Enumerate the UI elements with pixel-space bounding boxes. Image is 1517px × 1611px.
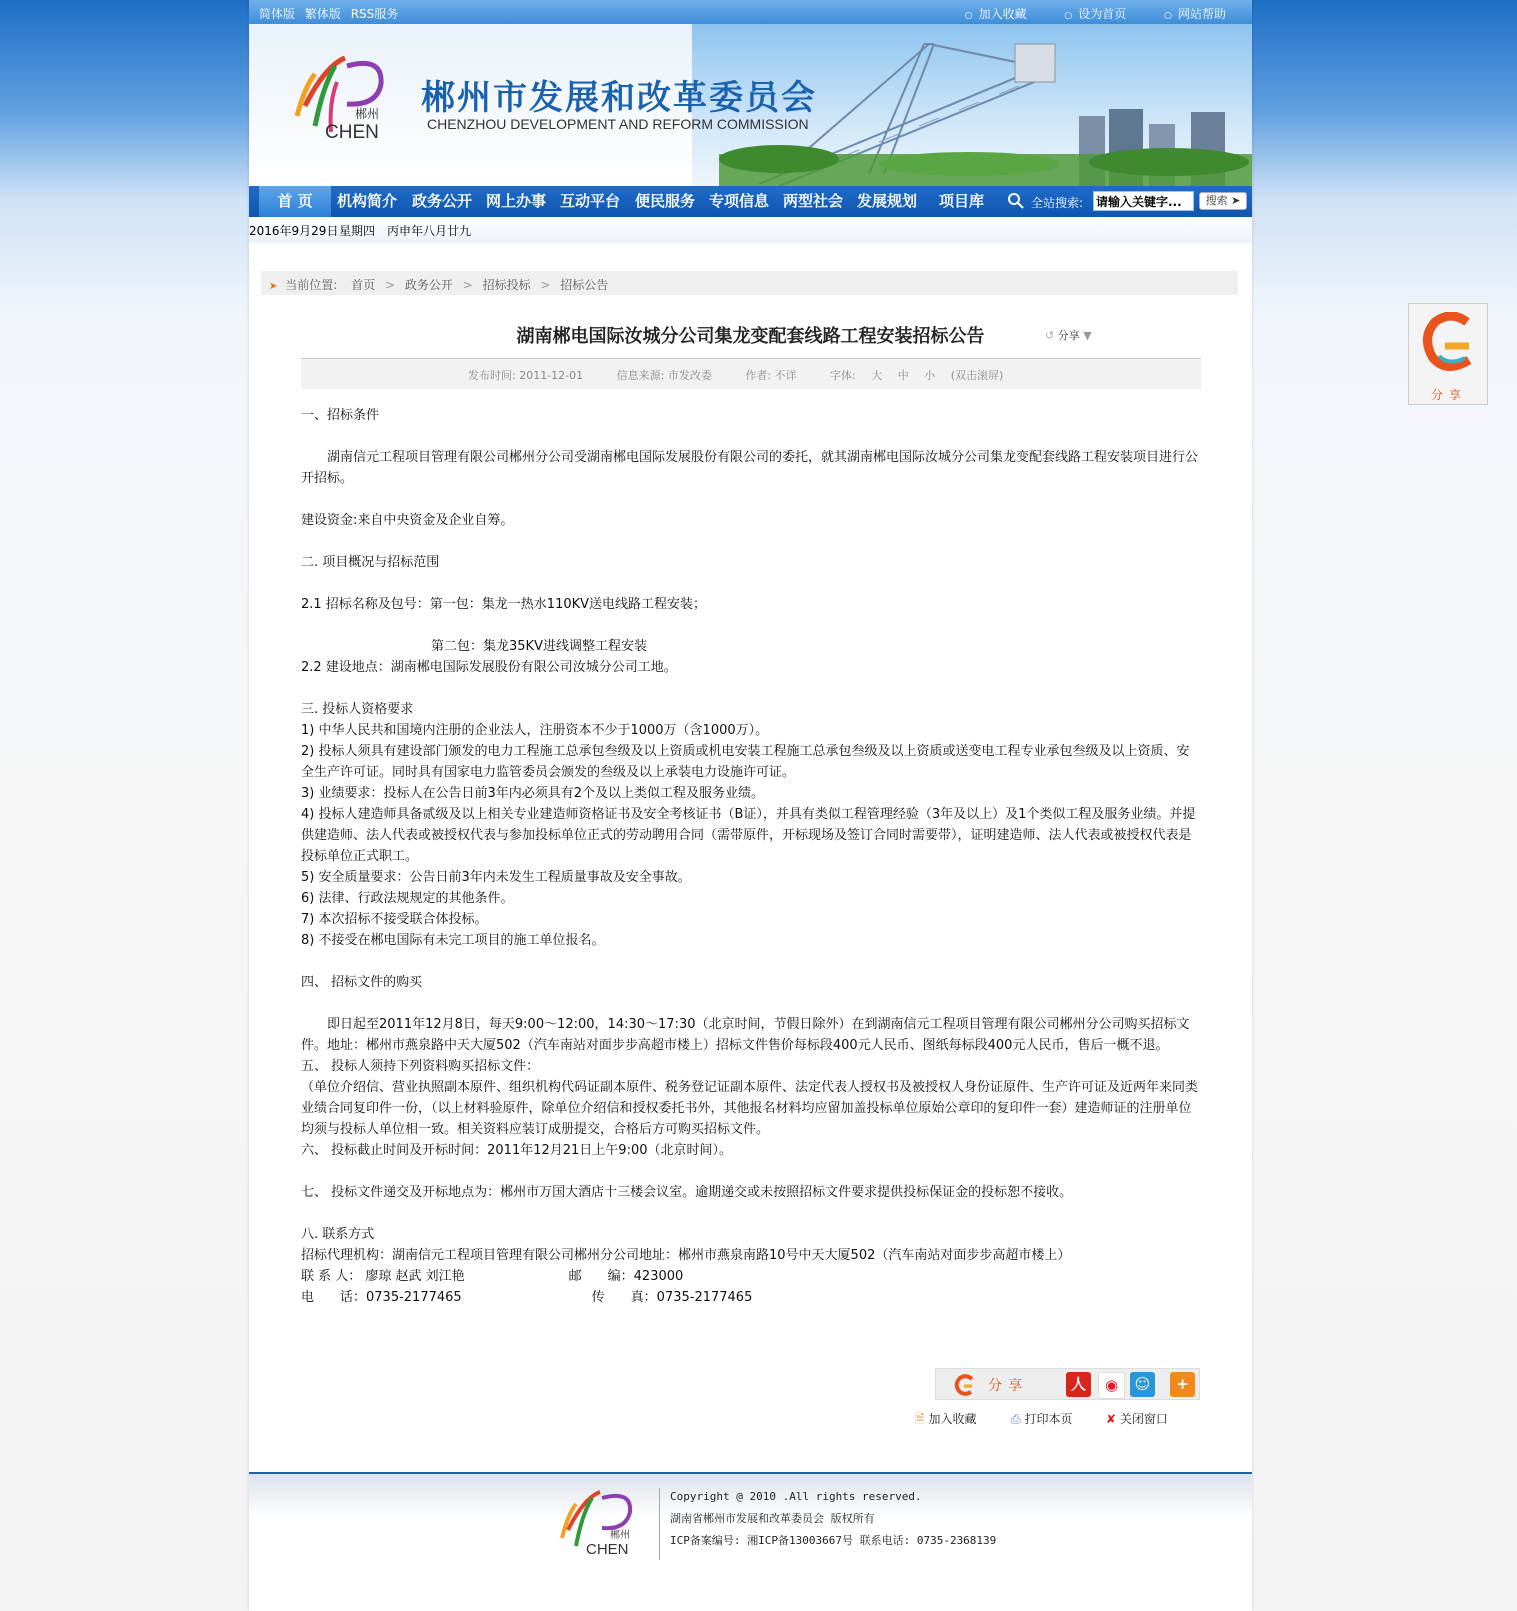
footer bbox=[249, 1472, 1252, 1574]
share-bar bbox=[935, 1368, 1200, 1400]
article-paragraph: 七、 投标文件递交及开标地点为：郴州市万国大酒店十三楼会议室。逾期递交或未按照招标文件要求提供投标保证金的投标恕不接收。 bbox=[301, 1185, 1073, 1200]
site-logo bbox=[285, 46, 401, 146]
search-label: 全站搜索: bbox=[1031, 196, 1084, 210]
link-rss[interactable]: RSS服务 bbox=[350, 7, 399, 21]
nav-home[interactable]: 首 页 bbox=[259, 186, 331, 217]
share-dropdown[interactable] bbox=[1045, 327, 1092, 343]
lunar-date: 丙申年八月廿九 bbox=[387, 224, 472, 238]
footer-logo-text-cn: 郴州 bbox=[610, 1530, 630, 1541]
article-paragraph: 湖南信元工程项目管理有限公司郴州分公司受湖南郴电国际发展股份有限公司的委托，就其湖南郴电国际汝城分公司集龙变配套线路工程安装项目进行公开招标。 bbox=[301, 450, 1199, 486]
article-paragraph: 八. 联系方式 bbox=[301, 1227, 375, 1242]
footer-icp: ICP备案编号: 湘ICP备13003667号 联系电话: 0735-2368139 bbox=[670, 1534, 997, 1547]
article-paragraph: 第二包：集龙35KV进线调整工程安装 bbox=[301, 639, 647, 654]
footer-logo bbox=[554, 1482, 646, 1562]
nav-two-type-society[interactable]: 两型社会 bbox=[783, 192, 844, 210]
share-logo-icon bbox=[1421, 312, 1477, 378]
chevron-right-icon: > bbox=[462, 278, 473, 292]
article-paragraph: 二. 项目概况与招标范围 bbox=[301, 555, 440, 570]
link-simplified[interactable]: 简体版 bbox=[259, 7, 296, 21]
breadcrumb-gov-affairs[interactable]: 政务公开 bbox=[404, 278, 453, 292]
logo-text-cn: 郴州 bbox=[355, 107, 380, 121]
breadcrumb-bid-notice[interactable]: 招标公告 bbox=[560, 278, 609, 292]
nav-development-plan[interactable]: 发展规划 bbox=[857, 192, 918, 210]
main-nav bbox=[249, 186, 1252, 217]
article-paragraph: 五、 投标人须持下列资料购买招标文件： bbox=[301, 1059, 540, 1074]
article-paragraph: （单位介绍信、营业执照副本原件、组织机构代码证副本原件、税务登记证副本原件、法定代表人授权书及被授权人身份证原件、生产许可证及近两年来同类业绩合同复印件一份，（以上材料验原件，除单位介绍信和授权委托书外，其他报名材料均应留加盖投标单位原始公章印的复印件一套）建造师证的注册单位均须与投标人单位相一致。相关资料应装订成册提交，合格后方可购买招标文件。 bbox=[301, 1080, 1199, 1137]
favorite-icon: 🗎 bbox=[915, 1412, 925, 1426]
nav-institution[interactable]: 机构简介 bbox=[337, 192, 398, 210]
close-window-action[interactable]: ✘ 关闭窗口 bbox=[1106, 1412, 1168, 1426]
article-paragraph bbox=[301, 678, 1201, 699]
site-subtitle: CHENZHOU DEVELOPMENT AND REFORM COMMISSION bbox=[427, 116, 809, 132]
search-button-label: 搜索 bbox=[1205, 194, 1228, 207]
search-button[interactable] bbox=[1199, 192, 1247, 210]
article-paragraph: 一、招标条件 bbox=[301, 408, 380, 423]
footer-copyright: Copyright @ 2010 .All rights reserved. bbox=[670, 1490, 922, 1503]
font-size-label: 字体: bbox=[830, 369, 856, 382]
page-wrapper bbox=[249, 0, 1252, 1611]
floating-share-widget[interactable] bbox=[1408, 303, 1488, 405]
link-set-homepage[interactable]: ○ 设为首页 bbox=[1064, 7, 1126, 21]
author: 作者: 不详 bbox=[745, 369, 797, 382]
chevron-right-icon: > bbox=[384, 278, 395, 292]
article-paragraph: 3) 业绩要求：投标人在公告日前3年内必须具有2个及以上类似工程及服务业绩。 bbox=[301, 786, 765, 801]
share-bar-label: 分享 bbox=[988, 1378, 1028, 1394]
search-icon bbox=[1007, 192, 1025, 210]
date-bar bbox=[249, 217, 1252, 243]
font-medium-button[interactable]: 中 bbox=[897, 369, 909, 382]
footer-divider bbox=[659, 1488, 660, 1560]
current-date: 2016年9月29日 bbox=[249, 224, 339, 238]
tencent-icon[interactable]: ☺ bbox=[1130, 1372, 1155, 1397]
top-bar bbox=[249, 0, 1252, 24]
renren-icon[interactable]: 人 bbox=[1066, 1372, 1091, 1397]
current-weekday: 星期四 bbox=[339, 224, 376, 238]
share-logo-icon bbox=[954, 1374, 976, 1396]
breadcrumb-arrow-icon: ➤ bbox=[269, 281, 278, 292]
article-paragraph: 7) 本次招标不接受联合体投标。 bbox=[301, 912, 488, 927]
publish-date: 发布时间: 2011-12-01 bbox=[468, 369, 584, 382]
close-icon: ✘ bbox=[1106, 1412, 1117, 1426]
add-favorite-action[interactable]: 🗎 加入收藏 bbox=[915, 1412, 977, 1426]
article-paragraph: 4) 投标人建造师具备贰级及以上相关专业建造师资格证书及安全考核证书（B证），并具有类似工程管理经验（3年及以上）及1个类似工程及服务业绩。并提供建造师、法人代表或被授权代表与参加投标单位正式的劳动聘用合同（需带原件，开标现场及签订合同时需要带），证明建造师、法人代表或被授权代表是投标单位正式职工。 bbox=[301, 807, 1196, 864]
link-traditional[interactable]: 繁体版 bbox=[304, 7, 341, 21]
article-paragraph bbox=[301, 426, 1201, 447]
article-paragraph bbox=[301, 573, 1201, 594]
breadcrumb-label: 当前位置: bbox=[285, 278, 338, 292]
article-paragraph: 6) 法律、行政法规规定的其他条件。 bbox=[301, 891, 514, 906]
breadcrumb-home[interactable]: 首页 bbox=[351, 278, 376, 292]
article-paragraph: 三. 投标人资格要求 bbox=[301, 702, 414, 717]
breadcrumb-bidding[interactable]: 招标投标 bbox=[482, 278, 531, 292]
article-paragraph: 5) 安全质量要求：公告日前3年内未发生工程质量事故及安全事故。 bbox=[301, 870, 691, 885]
font-size-controls bbox=[830, 369, 1015, 382]
article-paragraph: 即日起至2011年12月8日，每天9:00～12:00，14:30～17:30（北京时间，节假日除外）在到湖南信元工程项目管理有限公司郴州分公司购买招标文件。地址：郴州市燕泉路中天大厦502（汽车南站对面步步高超市楼上）招标文件售价每标段400元人民币、图纸每标段400元人民币，售后一概不退。 bbox=[301, 1017, 1190, 1053]
article-paragraph: 六、 投标截止时间及开标时间：2011年12月21日上午9:00（北京时间）。 bbox=[301, 1143, 732, 1158]
more-share-icon[interactable]: + bbox=[1170, 1372, 1195, 1397]
chevron-right-icon: > bbox=[540, 278, 551, 292]
print-action[interactable]: ⎙ 打印本页 bbox=[1011, 1412, 1073, 1426]
article-paragraph bbox=[301, 615, 1201, 636]
nav-online-services[interactable]: 网上办事 bbox=[486, 192, 547, 210]
font-large-button[interactable]: 大 bbox=[871, 369, 883, 382]
site-title: 郴州市发展和改革委员会 bbox=[421, 78, 817, 118]
article-paragraph bbox=[301, 531, 1201, 552]
article-paragraph bbox=[301, 993, 1201, 1014]
article-title: 湖南郴电国际汝城分公司集龙变配套线路工程安装招标公告 bbox=[516, 326, 985, 347]
article-paragraph bbox=[301, 951, 1201, 972]
link-add-favorite[interactable]: ○ 加入收藏 bbox=[965, 7, 1027, 21]
logo-text-en: CHEN bbox=[325, 122, 379, 143]
printer-icon: ⎙ bbox=[1011, 1412, 1021, 1426]
article-paragraph: 1) 中华人民共和国境内注册的企业法人，注册资本不少于1000万（含1000万）。 bbox=[301, 723, 769, 738]
article-paragraph bbox=[301, 1203, 1201, 1224]
footer-owner: 湖南省郴州市发展和改革委员会 版权所有 bbox=[670, 1512, 875, 1525]
article-body bbox=[301, 405, 1201, 1308]
search-input[interactable] bbox=[1093, 191, 1194, 211]
article-paragraph: 2.2 建设地点：湖南郴电国际发展股份有限公司汝城分公司工地。 bbox=[301, 660, 677, 675]
weibo-icon[interactable]: ◉ bbox=[1098, 1372, 1125, 1399]
article-paragraph: 招标代理机构：湖南信元工程项目管理有限公司郴州分公司地址：郴州市燕泉南路10号中天大厦502（汽车南站对面步步高超市楼上） bbox=[301, 1248, 1071, 1263]
article-paragraph: 2) 投标人须具有建设部门颁发的电力工程施工总承包叁级及以上资质或机电安装工程施工总承包叁级及以上资质或送变电工程专业承包叁级及以上资质、安全生产许可证。同时具有国家电力监管委员会颁发的叁级及以上承装电力设施许可证。 bbox=[301, 744, 1190, 780]
article-meta bbox=[301, 358, 1201, 389]
article-paragraph: 电 话：0735-2177465 传 真：0735-2177465 bbox=[301, 1290, 753, 1305]
footer-logo-text-en: CHEN bbox=[586, 1541, 629, 1558]
info-source: 信息来源: 市发改委 bbox=[616, 369, 712, 382]
article-paragraph: 联 系 人： 廖琼 赵武 刘江艳 邮 编：423000 bbox=[301, 1269, 684, 1284]
font-small-button[interactable]: 小 bbox=[924, 369, 936, 382]
nav-public-services[interactable]: 便民服务 bbox=[635, 192, 696, 210]
arrow-right-icon: ➤ bbox=[1231, 194, 1241, 207]
nav-government-affairs[interactable]: 政务公开 bbox=[412, 192, 473, 210]
floating-share-label: 分享 bbox=[1430, 388, 1467, 402]
share-small-label: 分享 bbox=[1057, 329, 1080, 342]
article-paragraph: 四、 招标文件的购买 bbox=[301, 975, 423, 990]
caret-down-icon: ▼ bbox=[1083, 329, 1092, 342]
breadcrumb bbox=[261, 271, 1238, 295]
nav-project-library[interactable]: 项目库 bbox=[939, 192, 985, 210]
footer-text bbox=[670, 1486, 996, 1552]
link-site-help[interactable]: ○ 网站帮助 bbox=[1164, 7, 1226, 21]
nav-special-info[interactable]: 专项信息 bbox=[709, 192, 770, 210]
article-paragraph: 8) 不接受在郴电国际有未完工项目的施工单位报名。 bbox=[301, 933, 605, 948]
double-click-scroll[interactable]: (双击滚屏) bbox=[950, 369, 1004, 382]
article-paragraph: 2.1 招标名称及包号：第一包：集龙一热水110KV送电线路工程安装； bbox=[301, 597, 707, 612]
share-small-icon: ↺ bbox=[1045, 329, 1055, 342]
nav-interaction[interactable]: 互动平台 bbox=[560, 192, 621, 210]
article-paragraph bbox=[301, 1161, 1201, 1182]
article-paragraph bbox=[301, 489, 1201, 510]
article-paragraph: 建设资金:来自中央资金及企业自筹。 bbox=[301, 513, 514, 528]
site-banner bbox=[249, 24, 1252, 186]
